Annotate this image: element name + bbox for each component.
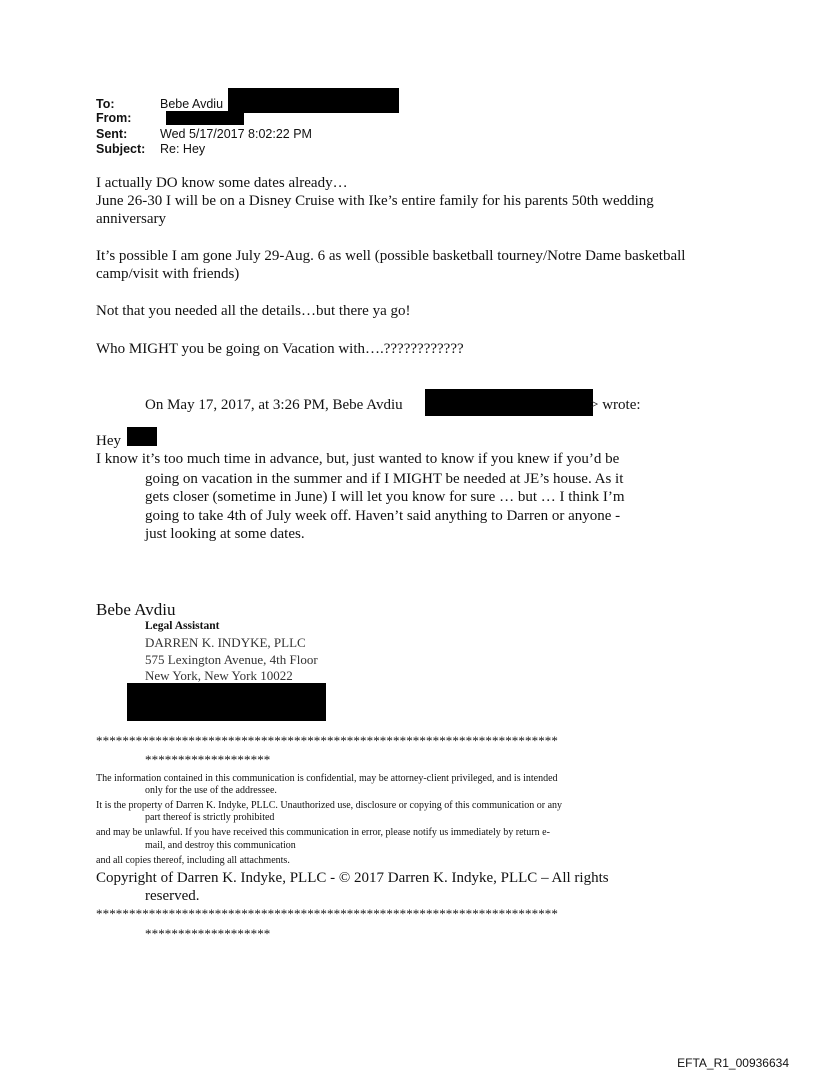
sent-label: Sent: — [96, 127, 128, 141]
reply-line: anniversary — [96, 211, 166, 227]
disclaimer-line: part thereof is strictly prohibited — [145, 812, 275, 823]
copyright-line: Copyright of Darren K. Indyke, PLLC - © 2017 Darren K. Indyke, PLLC – All rights — [96, 870, 609, 886]
quoted-line: gets closer (sometime in June) I will let you know for sure … but … I think I’m — [145, 489, 625, 505]
quoted-greeting: Hey — [96, 433, 121, 449]
reply-line: Who MIGHT you be going on Vacation with….???????????? — [96, 341, 464, 357]
reply-line: I actually DO know some dates already… — [96, 175, 348, 191]
reply-line: Not that you needed all the details…but there ya go! — [96, 303, 411, 319]
document-id: EFTA_R1_00936634 — [677, 1056, 789, 1070]
redaction-signature-contact — [127, 683, 326, 721]
reply-line: It’s possible I am gone July 29-Aug. 6 as well (possible basketball tourney/Notre Dame basketball — [96, 248, 686, 264]
stars-divider: ********************************************************************** — [96, 733, 558, 748]
signature-firm: DARREN K. INDYKE, PLLC — [145, 635, 306, 650]
reply-line: camp/visit with friends) — [96, 266, 240, 282]
quoted-line: just looking at some dates. — [145, 526, 305, 542]
quoted-line: going to take 4th of July week off. Haven’t said anything to Darren or anyone - — [145, 508, 621, 524]
disclaimer-line: The information contained in this communication is confidential, may be attorney-client privileged, and is intended — [96, 773, 558, 784]
from-label: From: — [96, 111, 132, 125]
stars-divider: ********************************************************************** — [96, 906, 558, 921]
to-label: To: — [96, 97, 115, 111]
redaction-to-email — [228, 88, 399, 113]
to-value: Bebe Avdiu — [160, 97, 224, 111]
signature-name: Bebe Avdiu — [96, 600, 176, 619]
subject-label: Subject: — [96, 142, 146, 156]
disclaimer-line: It is the property of Darren K. Indyke, PLLC. Unauthorized use, disclosure or copying of this communication or any — [96, 800, 563, 811]
stars-divider-short: ******************* — [145, 926, 271, 941]
quoted-line: going on vacation in the summer and if I MIGHT be needed at JE’s house. As it — [145, 471, 624, 487]
disclaimer-line: and all copies thereof, including all attachments. — [96, 855, 290, 866]
quoted-intro: On May 17, 2017, at 3:26 PM, Bebe Avdiu — [145, 397, 403, 413]
disclaimer-line: mail, and destroy this communication — [145, 840, 296, 851]
signature-title: Legal Assistant — [145, 620, 220, 632]
reply-line: June 26-30 I will be on a Disney Cruise with Ike’s entire family for his parents 50th wedding — [96, 193, 654, 209]
redaction-greeting-name — [127, 427, 157, 446]
stars-divider-short: ******************* — [145, 752, 271, 767]
sent-value: Wed 5/17/2017 8:02:22 PM — [160, 127, 312, 141]
subject-value: Re: Hey — [160, 142, 206, 156]
quoted-line: I know it’s too much time in advance, but, just wanted to know if you knew if you’d be — [96, 451, 620, 467]
disclaimer-line: only for the use of the addressee. — [145, 785, 277, 796]
disclaimer-line: and may be unlawful. If you have received this communication in error, please notify us immediately by return e- — [96, 827, 550, 838]
redaction-from — [166, 111, 244, 125]
signature-address-line-2: New York, New York 10022 — [145, 668, 293, 683]
quoted-intro-end: > wrote: — [590, 397, 641, 413]
signature-address-line-1: 575 Lexington Avenue, 4th Floor — [145, 652, 318, 667]
copyright-line-continued: reserved. — [145, 888, 200, 904]
redaction-sender-email — [425, 389, 593, 416]
